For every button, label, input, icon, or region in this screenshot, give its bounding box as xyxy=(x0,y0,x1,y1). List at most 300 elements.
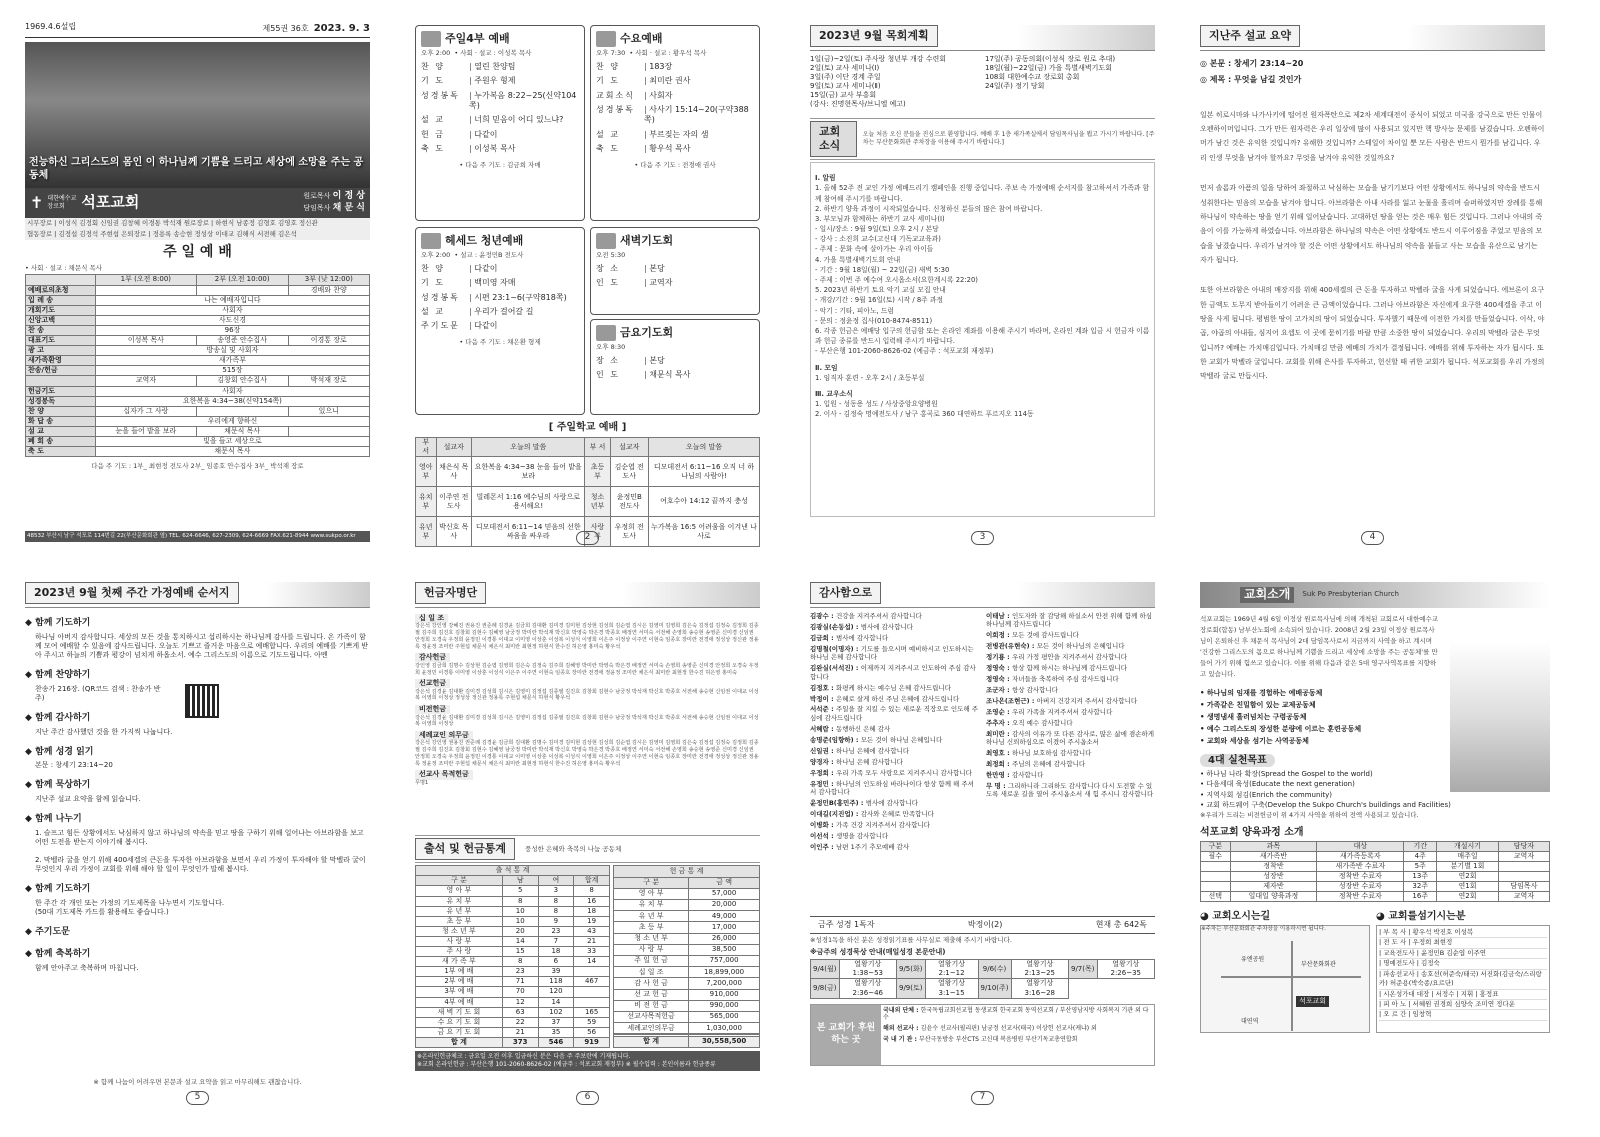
order-value: | 최미란 권사 xyxy=(644,76,690,86)
thanks-text: 그리하니라 그리하도 감사합니다 다시 도전할 수 있도록 새로운 길을 열어 주시옵소서 새 힘 주시니 감사합니다 xyxy=(986,782,1154,799)
service-dawn xyxy=(590,227,760,315)
stat-cell: 467 xyxy=(574,977,610,987)
order-item: 헌 금 xyxy=(421,129,445,139)
stat-cell: 8 xyxy=(502,896,538,906)
order-value: | 본당 xyxy=(644,264,665,274)
thanks-name: 조군자 : xyxy=(986,686,1012,695)
stat-cell: 8 xyxy=(502,957,538,967)
service-order xyxy=(596,62,754,155)
thanks-item xyxy=(986,782,1155,799)
table-title: 헌 금 통 계 xyxy=(614,866,760,877)
stat-cell: 청 소 년 부 xyxy=(416,926,503,936)
stat-cell: 118 xyxy=(538,977,574,987)
family-worship-list xyxy=(25,618,370,973)
order-value: | 본당 xyxy=(644,356,665,366)
offering-group-title: 십 일 조 xyxy=(415,614,448,623)
service-time: 오후 7:30 xyxy=(596,49,626,57)
thanks-text: 은혜로 살게 하신 주님 은혜에 감사드립니다 xyxy=(835,694,960,703)
service-time: 오전 5:30 xyxy=(596,251,626,259)
thanks-item xyxy=(986,653,1155,661)
thanks-text: 하나님 은혜에 감사합니다 xyxy=(835,746,910,755)
stat-cell: 1부 예 배 xyxy=(416,967,503,977)
thanks-text: 아버지 건강지켜 주셔서 감사합니다 xyxy=(1036,697,1138,705)
thanks-item xyxy=(810,725,980,733)
stat-cell: 910,000 xyxy=(689,989,760,1000)
news-intro: 오늘 처음 오신 분들을 진심으로 환영합니다. 예배 후 1층 새가족실에서 담임목사님을 뵙고 가시기 바랍니다. [주차는 부산문화회관 주차장을 이용해 주시기 바랍니다.] xyxy=(862,130,1155,146)
order-value: 송영준 안수집사 xyxy=(196,336,288,346)
order-item: 기 도 xyxy=(596,76,620,86)
stat-cell: 3부 예 배 xyxy=(416,987,503,997)
offering-list-title: 헌금자명단 xyxy=(415,582,486,604)
order-value: | 다같이 xyxy=(469,130,497,140)
cross-icon: ✝ xyxy=(30,192,44,212)
page-3 xyxy=(810,25,1155,547)
stat-cell: 18 xyxy=(574,906,610,916)
order-value: 김창회 안수집사 xyxy=(196,376,288,386)
offering-names-text: 강은석 김경윤 김대환 김미경 김성희 김시은 김영미 김정섭 김종필 김진호 김창회 김현수 남궁정 박석재 박신호 박종호 서전해 송승현 신임권 이대교 이성복 이영희 이정상 xyxy=(415,714,759,728)
mission-badge: 본 교회가 후원하는 곳 xyxy=(811,1005,881,1065)
thanks-name: 이대길(지진업) : xyxy=(810,809,861,818)
service-fri xyxy=(590,319,760,415)
stat-cell: 8 xyxy=(574,886,610,896)
news-item: - 일시/장소 : 9월 9일(토) 오후 2시 / 본당 xyxy=(815,225,939,234)
section-heading: ◆ 함께 축복하기 xyxy=(25,949,370,961)
page-number: 4 xyxy=(1361,531,1385,545)
qr-code[interactable] xyxy=(185,684,219,718)
section-text: 지난 주간 감사했던 것을 한 가지씩 나눕니다. xyxy=(35,727,173,736)
news-item: 2. 이사 - 김정숙 명예전도사 / 남구 홍곡로 360 대연하트 푸르지오 114동 xyxy=(815,410,1034,419)
stat-cell: 6 xyxy=(538,957,574,967)
order-row xyxy=(26,406,370,416)
thanks-item xyxy=(986,612,1155,629)
stat-cell: 20,000 xyxy=(689,899,760,910)
order-row xyxy=(421,307,579,317)
order-row xyxy=(26,285,370,295)
edu-cell: 제자반 xyxy=(1230,881,1317,891)
offering-names-text: 강은석 김경윤 김대환 김미경 김성희 김시은 김영미 김정섭 김종필 김진호 김창회 김현수 남궁정 박석재 박신호 박종호 서전해 송승현 신임권 이대교 이성복 이영희 이정상 정성상 정신관 정용록 주현섭 채문식 하현식 황우석 xyxy=(415,688,759,702)
service-title: 새벽기도회 xyxy=(596,231,754,251)
qt-day: 9/5(화) xyxy=(897,960,926,979)
order-value: | 사회자 xyxy=(644,91,672,101)
thanks-text: 모든 것이 하나님의 은혜입니다 xyxy=(1036,642,1125,651)
thanks-item xyxy=(986,675,1155,683)
thanks-item xyxy=(810,769,980,777)
stat-cell: 4부 예 배 xyxy=(416,997,503,1007)
family-worship-footnote: ※ 함께 나눔이 어려우면 본문과 설교 요약을 읽고 마무리해도 괜찮습니다. xyxy=(93,1078,302,1087)
order-row xyxy=(26,396,370,406)
news-list xyxy=(810,162,1155,517)
school-cell: 요한복음 4:34~38 눈을 들어 밭을 보라 xyxy=(471,457,585,487)
order-item: 화 답 송 xyxy=(26,416,96,426)
edu-cell: 32주 xyxy=(1404,881,1437,891)
col-header: 1부 (오전 8:00) xyxy=(95,275,196,285)
offering-group-title: 비전헌금 xyxy=(415,705,450,714)
school-cell: 윤정민B 전도사 xyxy=(610,487,648,517)
thanks-name: 우정희 : xyxy=(810,768,836,777)
stat-cell: 26,000 xyxy=(689,933,760,944)
order-row xyxy=(596,356,754,366)
banner-text: 전능하신 그리스도의 몸인 이 하나님께 기쁨을 드리고 세상에 소망을 주는 공동체 xyxy=(29,157,364,181)
stat-cell: 102 xyxy=(538,1007,574,1017)
order-value: | 이성복 목사 xyxy=(469,144,515,154)
thanks-text: 감사와 은혜로 만족합니다 xyxy=(860,809,934,818)
order-row xyxy=(596,264,754,274)
col-header: 구분 xyxy=(1201,841,1231,851)
news-item: 1. 입원 - 성동용 성도 / 사상중앙요양병원 xyxy=(815,400,938,409)
map-label: 대연역 xyxy=(1241,1018,1259,1026)
news-item: - 강사 : 소진희 교수(고신대 기독교교육과) xyxy=(815,235,941,244)
qt-title: ※금주의 성경묵상 안내(매일성경 본문안내) xyxy=(810,948,946,957)
order-value: 이경통 장로 xyxy=(288,336,369,346)
order-row xyxy=(26,366,370,376)
order-row xyxy=(596,105,754,126)
order-item xyxy=(26,376,96,386)
news-title: 교회소식 xyxy=(810,121,857,158)
edu-cell: 정착반 xyxy=(1230,861,1317,871)
family-worship-title: 2023년 9월 첫째 주간 가정예배 순서지 xyxy=(25,582,239,604)
edu-cell xyxy=(1498,861,1549,871)
section-heading: ◆ 함께 나누기 xyxy=(25,814,370,826)
thanks-item xyxy=(986,771,1155,779)
edu-cell: 새가족반 xyxy=(1230,851,1317,861)
order-value xyxy=(196,285,288,295)
order-value: | 너희 믿음이 어디 있느냐? xyxy=(469,115,563,125)
service-order xyxy=(596,264,754,289)
plan-item: (강사: 진명현목사/브니엘 예고) xyxy=(810,100,906,109)
stat-cell: 합 계 xyxy=(614,1036,689,1047)
edu-cell: 일대일 양육과정 xyxy=(1230,891,1317,901)
news-item: - 개강/기간 : 9월 16일(토) 시작 / 8주 과정 xyxy=(815,296,943,305)
stat-cell xyxy=(574,997,610,1007)
order-item: 대표기도 xyxy=(26,336,96,346)
thanks-item xyxy=(810,747,980,755)
worship-title: 주 일 예 배 xyxy=(163,243,232,260)
thanks-name: 김완실(서석진) : xyxy=(810,664,861,673)
stat-cell: 165 xyxy=(574,1007,610,1017)
church-illustration xyxy=(1450,642,1550,792)
thanks-text: 주님의 은혜에 감사합니다 xyxy=(1011,760,1086,769)
stat-cell: 373 xyxy=(502,1037,538,1047)
church-bar xyxy=(25,188,370,218)
school-cell: 누가복음 16:5 어려움을 이겨낸 나사로 xyxy=(649,517,760,547)
stat-cell: 3 xyxy=(538,886,574,896)
stat-cell: 8 xyxy=(538,896,574,906)
sermon-paragraph: 또한 아브라함은 아내의 매장지를 위해 400세겔의 큰 돈을 투자하고 막벨라 굴을 사게 되었습니다. 에브론이 요구한 금액도 도무지 받아들이기 어려운 큰 금액이었습니다. 그러나 아브라함은 자신에게 요구한 400세겔을 주고 이 땅을 사게 됩니다. 평범한 땅이 고가치의 땅이 되었습니다. 투자했기 때문에 이전한 가치를 만들었습니다. 이삭, 야곱, 야곱의 아내들, 심지어 요셉도 이 곳에 묻히기를 바랄 만큼 소중한 땅이 되었습니다. 우리의 막벨라 굴은 무엇입니까? 예배는 가치매김입니다. 가치매김 만큼 예배의 가치가 결정됩니다. 예배를 위해 투자하는 자가 됩시다. 또한 교회가 막벨라 굴입니다. 교회를 위해 은사를 투자하고, 헌신할 때 귀한 교회가 됩니다. 석포교회를 우리 가정의 막벨라 굴로 만듭시다. xyxy=(1200,286,1545,381)
edu-cell: 정착반 수료자 xyxy=(1317,871,1404,881)
thanks-name: 최미란 : xyxy=(986,729,1012,738)
thanks-item xyxy=(810,780,980,797)
edu-cell: 4주 xyxy=(1404,851,1437,861)
issue-date: 2023. 9. 3 xyxy=(313,23,370,34)
col-header: 합계 xyxy=(574,876,610,886)
sermon-text: ◎ 본문 : 창세기 23:14~20 xyxy=(1200,59,1304,68)
order-value: 96장 xyxy=(95,325,369,335)
offering-names-text: 무명1 xyxy=(415,779,429,786)
practice-item: • 다음세대 육성(Educate the next generation) xyxy=(1200,780,1355,789)
serve-item: | 교육전도사 | 윤정민B 김순엽 이주연 xyxy=(1379,949,1547,959)
edu-cell: 성장반 xyxy=(1230,871,1317,881)
order-value: | 채문식 목사 xyxy=(644,370,690,380)
thanks-name: 윤정민B(홍민주) : xyxy=(810,798,866,807)
school-cell: 디모데전서 6:11~16 오직 너 하나님의 사람아! xyxy=(649,457,760,487)
map-title: ◕ 교회오시는길 xyxy=(1200,911,1271,923)
order-item: 기 도 xyxy=(421,278,445,288)
col-header: 남 xyxy=(502,876,538,886)
bible-note: ※성경1독을 하신 분은 성경읽기표를 사무실로 제출해 주시기 바랍니다. xyxy=(810,936,1012,945)
section-heading: ◆ 함께 찬양하기 xyxy=(25,670,370,682)
serve-item: | 명예전도사 | 김정숙 xyxy=(1379,959,1547,969)
stat-cell: 990,000 xyxy=(689,1000,760,1011)
order-row xyxy=(26,376,370,386)
qt-day: 9/10(주) xyxy=(978,979,1011,998)
order-value: 경배와 찬양 xyxy=(288,285,369,295)
stat-cell: 금 요 기 도 회 xyxy=(416,1027,503,1037)
order-item: 장 소 xyxy=(596,263,620,273)
mission-label: 국 내 기 관 : xyxy=(883,1036,920,1044)
thanks-left xyxy=(810,612,980,912)
offering-table xyxy=(613,865,760,1048)
stat-cell: 5 xyxy=(502,886,538,896)
thanks-name: 이병화 : xyxy=(810,820,836,829)
stat-cell: 19 xyxy=(574,916,610,926)
col-header xyxy=(26,275,96,285)
stat-cell: 63 xyxy=(502,1007,538,1017)
thanks-item xyxy=(986,719,1155,727)
est-date: 1969.4.6설립 xyxy=(25,22,77,31)
thanks-name: 서혜람 : xyxy=(810,724,836,733)
thanks-item xyxy=(810,843,980,851)
news-item: 1. 임직자 훈련 - 오후 2시 / 초등부실 xyxy=(815,373,925,382)
school-cell: 김순엽 전도사 xyxy=(610,457,648,487)
thanks-text: 건강을 지켜주셔서 감사합니다 xyxy=(835,612,922,620)
thanks-item xyxy=(986,730,1155,747)
order-item: 설 교 xyxy=(421,306,445,316)
thanks-name: 정영숙 : xyxy=(986,664,1012,673)
order-item: 헌금기도 xyxy=(26,386,96,396)
stat-cell: 감 사 헌 금 xyxy=(614,978,689,989)
order-item: 성경봉독 xyxy=(26,396,96,406)
stat-cell: 주 일 헌 금 xyxy=(614,955,689,966)
thanks-name: 박정이 : xyxy=(810,694,836,703)
order-row xyxy=(421,278,579,288)
thanks-name: 신일권 : xyxy=(810,746,836,755)
thanks-text: 항상 함께 하시는 하나님께 감사드립니다 xyxy=(1011,664,1127,673)
stat-cell: 유 년 부 xyxy=(614,911,689,922)
thanks-item xyxy=(986,749,1155,757)
order-value: | 백미영 자매 xyxy=(469,278,515,288)
news-item: Ⅲ. 교우소식 xyxy=(815,389,853,398)
thanks-item xyxy=(986,664,1155,672)
offering-names-text: 강은석 강인영 강혜진 권용진 권준례 김경윤 김금희 김대환 김미경 김미현 김상현 김성희 김순엽 김시은 김영미 김영희 김은숙 김정섭 김정숙 김정희 김종필 김주희 김진호 김창회 김현수 김혜영 남궁정 박미란 박석재 박신호 박영숙 박은경 박종호 배정연 서미숙 서전해 손영희 송승현 송영준 신미경 신임권 안정희 오경숙 우정희 윤정민 이경통 이대교 이미영 이상훈 이성복 이성식 이영희 이은주 이정상 이주연 이현숙 임종호 장미란 전경애 정성상 정신관 정용록 정윤정 조미란 주현섭 채문식 채은식 최미란 최현정 하현식 한수진 허은영 홍미숙 황우석 xyxy=(415,623,759,650)
stat-cell: 영 아 부 xyxy=(614,888,689,899)
order-item: 교회소식 xyxy=(596,90,635,100)
col-header: 금 액 xyxy=(689,877,760,888)
serve-item: | 피 아 노 | 서혜원 권경희 심양숙 조미연 정다운 xyxy=(1379,1000,1547,1010)
map[interactable] xyxy=(1200,925,1370,1033)
col-header: 기간 xyxy=(1404,841,1437,851)
order-item: 성경봉독 xyxy=(421,292,460,302)
stat-cell: 757,000 xyxy=(689,955,760,966)
order-item: 인 도 xyxy=(596,370,620,380)
thanks-name: 이인주 : xyxy=(810,842,836,851)
service-wed xyxy=(590,25,760,221)
thanks-name: 최정희 : xyxy=(986,760,1012,769)
order-row xyxy=(26,346,370,356)
service-time: 오후 2:00 xyxy=(421,49,451,57)
serve-item: | 오 르 간 | 임창혁 xyxy=(1379,1010,1547,1020)
col-header: 3부 (낮 12:00) xyxy=(288,275,369,285)
order-item: 찬 양 xyxy=(26,406,96,416)
thanks-name: 김명철(이명자) : xyxy=(810,644,861,653)
news-item: 2. 하반기 양육 과정이 시작되었습니다. 신청하신 분들의 많은 참여 바랍니다. xyxy=(815,204,1043,213)
thanks-item xyxy=(810,832,980,840)
qt-passage: 열왕기상 2:13~25 xyxy=(1011,960,1069,979)
goal-item: • 하나님의 임재를 경험하는 예배공동체 xyxy=(1200,689,1323,698)
order-row xyxy=(26,356,370,366)
news-item: - 기간 : 9월 18일(월) ~ 22일(금) 새벽 5:30 xyxy=(815,265,950,274)
mission-box xyxy=(810,1004,1155,1066)
order-value xyxy=(95,285,196,295)
page-number: 3 xyxy=(971,531,995,545)
thanks-text: 동행하신 은혜 감사 xyxy=(835,724,891,733)
order-value: | 황우석 목사 xyxy=(644,144,690,154)
edu-cell xyxy=(1201,861,1231,871)
school-cell: 빌레몬서 1:16 예수님의 사랑으로 용서해요! xyxy=(471,487,585,517)
edu-cell xyxy=(1201,871,1231,881)
stat-cell: 주 사 랑 xyxy=(416,947,503,957)
order-row xyxy=(596,278,754,288)
plan-item: 15일(금) 교사 부흥회 xyxy=(810,91,877,100)
stat-cell: 9 xyxy=(538,916,574,926)
stat-cell xyxy=(574,967,610,977)
page-1 xyxy=(25,22,370,542)
edu-cell: 필수 xyxy=(1201,851,1231,861)
stat-cell: 38,500 xyxy=(689,944,760,955)
thanks-name: 최영호 : xyxy=(986,749,1012,758)
order-row xyxy=(421,76,579,86)
plan-item: 24일(주) 정기 당회 xyxy=(985,82,1045,91)
service-title: 수요예배 xyxy=(596,29,754,49)
practice-item: • 교회 하드웨어 구축(Develop the Sukpo Church's buildings and Facilities) xyxy=(1200,801,1451,810)
thanks-item xyxy=(986,760,1155,768)
practice-note: ※우리가 드리는 비전헌금이 위 4가지 사역을 위하여 전액 사용되고 있습니다. xyxy=(1200,810,1419,819)
thanks-item xyxy=(810,634,980,642)
stat-cell: 초 등 부 xyxy=(614,922,689,933)
order-value: 사회자 xyxy=(95,386,369,396)
order-row xyxy=(596,91,754,101)
thanks-name: 이태남 : xyxy=(986,612,1012,620)
stat-cell: 20 xyxy=(502,926,538,936)
thanks-name: 정영숙 : xyxy=(986,675,1012,684)
order-row xyxy=(421,130,579,140)
school-cell: 여호수아 14:12 끝까지 충성 xyxy=(649,487,760,517)
order-value: 나는 예배자입니다 xyxy=(95,295,369,305)
order-value: 이성복 목사 xyxy=(95,336,196,346)
stat-cell: 합 계 xyxy=(416,1037,503,1047)
service-order xyxy=(596,356,754,381)
order-row xyxy=(26,325,370,335)
stat-cell: 7 xyxy=(538,936,574,946)
map-label-church: 석포교회 xyxy=(1296,996,1329,1007)
col-header: 구 분 xyxy=(614,877,689,888)
order-value: | 사사기 15:14~20(구약388쪽) xyxy=(644,105,754,126)
page-7 xyxy=(810,582,1155,1107)
order-value: 방송실 및 사회자 xyxy=(95,346,369,356)
school-cell: 채은식 목사 xyxy=(436,457,471,487)
thanks-name: 주추자 : xyxy=(986,718,1012,727)
thanks-name: 김광실(손동섭) : xyxy=(810,622,861,631)
news-item: 3. 부모님과 함께하는 하반기 교사 세미나(Ⅰ) xyxy=(815,214,945,223)
stat-cell: 18 xyxy=(538,947,574,957)
offering-group-title: 선교헌금 xyxy=(415,679,450,688)
stat-cell: 37 xyxy=(538,1017,574,1027)
mission-text: 부산극동방송 부산CTS 고신대 복음병원 부산기독교총연합회 xyxy=(919,1036,1078,1044)
school-cell: 디모데전서 6:11~14 믿음의 선한 싸움을 싸우라 xyxy=(471,517,585,547)
col-header: 대상 xyxy=(1317,841,1404,851)
mission-row xyxy=(883,1025,1152,1033)
order-item: 새가족환영 xyxy=(26,356,96,366)
plan-item: 2일(토) 교사 세미나(Ⅰ) xyxy=(810,64,880,73)
attendance-table xyxy=(415,865,610,1048)
edu-cell: 정착반 수료자 xyxy=(1317,891,1404,901)
order-item: 축 도 xyxy=(421,144,445,154)
thanks-item xyxy=(810,736,980,744)
edu-cell: 교역자 xyxy=(1498,891,1549,901)
table-title: 출 석 통 계 xyxy=(416,866,610,876)
qt-day: 9/9(토) xyxy=(897,979,926,998)
stat-cell: 565,000 xyxy=(689,1011,760,1022)
qt-passage: 열왕기상 2:1~12 xyxy=(925,960,978,979)
edu-table xyxy=(1200,841,1550,903)
order-item: 인 도 xyxy=(596,278,620,288)
thanks-name: 전병관(유현숙) : xyxy=(986,642,1037,651)
thanks-text: 범사에 감사합니다 xyxy=(835,633,889,642)
stat-cell: 33 xyxy=(574,947,610,957)
page-6 xyxy=(415,582,760,1107)
stat-cell: 1,030,000 xyxy=(689,1023,760,1034)
qt-day: 9/4(월) xyxy=(811,960,840,979)
news-item: 6. 각종 헌금은 예배당 입구의 헌금함 또는 온라인 계좌를 이용해 주시기 바라며, 온라인 계좌 입금 시 헌금자 이름과 헌금 종류를 반드시 입력해 주시기 바랍니다. xyxy=(815,326,1150,346)
section-text: 1. 슬프고 힘든 상황에서도 낙심하지 않고 하나님의 약속을 믿고 땅을 구하기 위해 일어나는 아브라함을 보고 어떤 도전을 받는지 이야기해 봅시다. 2. 막벨라 굴을 얻기 위해 400세겔의 큰돈을 투자한 아브라함을 보면서 우리 가정이 투자해야 할 막벨라 굴이 무엇인지 우리 가정이 교회를 위해 해야 할 일이 무엇인가 말해 봅시다. xyxy=(35,828,366,874)
map-icon: ◕ xyxy=(1200,911,1209,923)
order-item: 기 도 xyxy=(421,76,445,86)
school-cell: 사랑부 xyxy=(585,517,610,547)
stat-cell: 546 xyxy=(538,1037,574,1047)
col-header: 2부 (오전 10:00) xyxy=(196,275,288,285)
thanks-name: 김광수 : xyxy=(810,612,836,620)
page-5 xyxy=(25,582,370,1107)
order-row xyxy=(26,426,370,436)
qt-passage: 열왕기상 2:26~35 xyxy=(1097,960,1155,979)
thanks-item xyxy=(810,623,980,631)
edu-cell: 교역자 xyxy=(1498,851,1549,861)
section-heading: ◆ 함께 기도하기 xyxy=(25,884,370,896)
stat-cell: 청 소 년 부 xyxy=(614,933,689,944)
order-item: 찬 양 xyxy=(596,61,620,71)
school-cell: 이주연 전도사 xyxy=(436,487,471,517)
stats-subtitle: 풍성한 은혜와 축복의 나눔 공동체 xyxy=(525,844,622,853)
thanks-name: 유정민 : xyxy=(810,779,836,788)
stat-cell: 7,200,000 xyxy=(689,978,760,989)
plan-item: 18일(월)~22일(금) 가을 특별새벽기도회 xyxy=(985,64,1112,73)
plan-item: 108회 대한예수교 장로회 총회 xyxy=(985,73,1080,82)
stat-cell: 17,000 xyxy=(689,922,760,933)
order-value: | 부르짖는 자의 샘 xyxy=(644,130,708,140)
school-cell: 영아부 xyxy=(416,457,437,487)
service-leader: • 사회 · 설교 : 이성복 목사 xyxy=(454,49,532,57)
col-header: 설교자 xyxy=(610,438,648,457)
pastor-role: 원로목사 xyxy=(303,192,331,201)
